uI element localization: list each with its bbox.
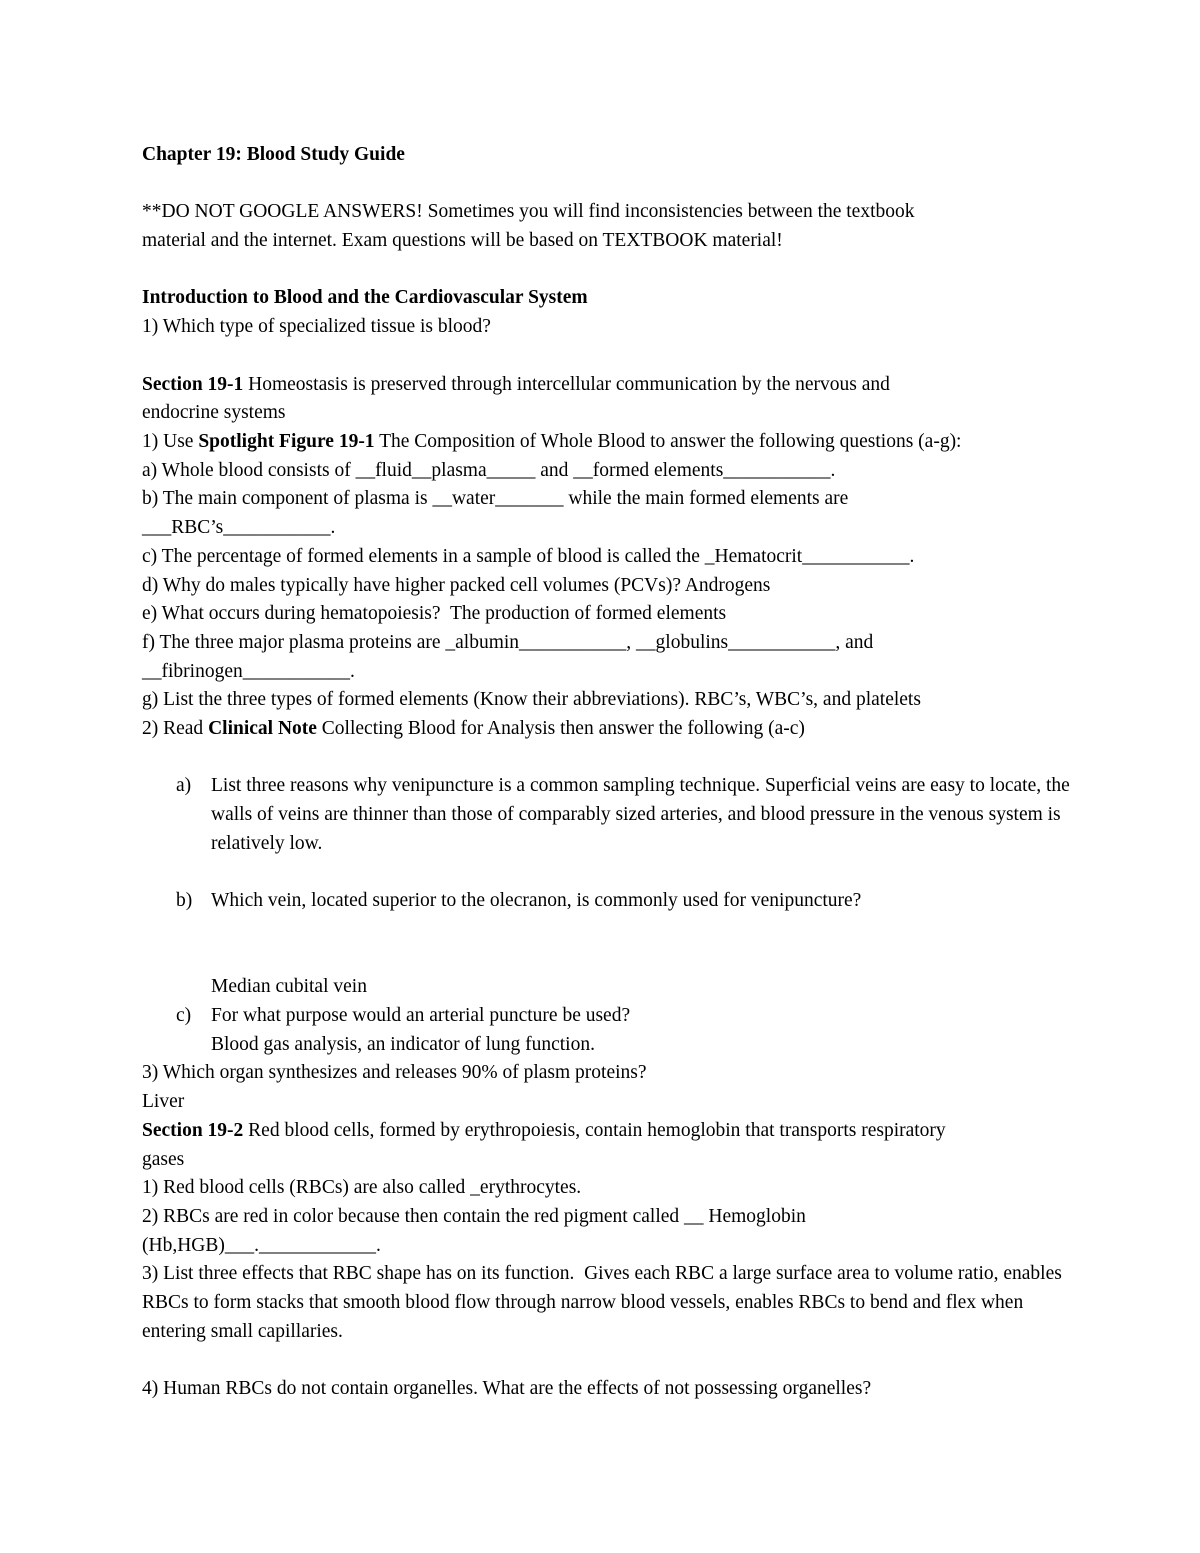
- spacer: [142, 859, 1080, 888]
- section-19-1-heading-cont: endocrine systems: [142, 402, 286, 424]
- s1-question-1f: f) The three major plasma proteins are _albumin___________, __globulins___________, and: [142, 631, 874, 653]
- s1-question-1g: g) List the three types of formed elements (Know their abbreviations). RBC’s, WBC’s, and platelets: [142, 689, 921, 711]
- s1-subquestion-c: [142, 1002, 1080, 1031]
- section-heading-text: Red blood cells, formed by erythropoiesis, contain hemoglobin that transports respiratory: [243, 1119, 946, 1141]
- q-rest: Collecting Blood for Analysis then answer the following (a-c): [316, 718, 805, 740]
- q-prefix: 1) Use: [142, 430, 199, 452]
- q-bold-ref: Clinical Note: [208, 718, 317, 740]
- s1-question-1f-cont: __fibrinogen___________.: [142, 660, 355, 682]
- spacer: [142, 916, 1080, 973]
- spacer: [142, 170, 1080, 199]
- s2-question-2-cont: (Hb,HGB)___.____________.: [142, 1234, 381, 1256]
- s1-question-1b: b) The main component of plasma is __water_______ while the main formed elements are: [142, 488, 849, 510]
- s1-question-2: [142, 715, 1080, 744]
- s1-question-1: [142, 428, 1080, 457]
- list-label: b): [176, 890, 193, 912]
- s1-subquestion-c-answer: Blood gas analysis, an indicator of lung function.: [211, 1033, 595, 1055]
- s2-question-3: 3) List three effects that RBC shape has on its function. Gives each RBC a large surface area to volume ratio, enables RBCs to form stacks that smooth blood flow through narrow blood vessels, enables RBCs to bend and flex when entering small capillaries.: [142, 1263, 1067, 1342]
- s1-subquestion-a: [142, 772, 1080, 858]
- section-label: Section 19-2: [142, 1119, 244, 1141]
- warning-line-1: **DO NOT GOOGLE ANSWERS! Sometimes you will find inconsistencies between the textbook: [142, 201, 915, 223]
- spacer: [142, 1346, 1080, 1375]
- s1-question-3-answer: Liver: [142, 1091, 185, 1113]
- warning-line-2: material and the internet. Exam questions will be based on TEXTBOOK material!: [142, 230, 783, 252]
- s2-question-2: 2) RBCs are red in color because then contain the red pigment called __ Hemoglobin: [142, 1205, 806, 1227]
- s1-question-1c: c) The percentage of formed elements in a sample of blood is called the _Hematocrit___________.: [142, 545, 915, 567]
- spacer: [142, 744, 1080, 773]
- s1-question-1d: d) Why do males typically have higher packed cell volumes (PCVs)? Androgens: [142, 574, 771, 596]
- s1-question-1b-cont: ___RBC’s___________.: [142, 517, 336, 539]
- list-text: Which vein, located superior to the olecranon, is commonly used for venipuncture?: [211, 890, 862, 912]
- s1-question-3: 3) Which organ synthesizes and releases 90% of plasm proteins?: [142, 1062, 647, 1084]
- document-title: Chapter 19: Blood Study Guide: [142, 144, 405, 165]
- list-text: List three reasons why venipuncture is a common sampling technique. Superficial veins are easy to locate, the walls of veins are thinner than those of comparably sized arteries, and blood pressure in the venous system is relatively low.: [211, 775, 1075, 854]
- section-19-2-heading-cont: gases: [142, 1148, 185, 1170]
- q-bold-ref: Spotlight Figure 19-1: [198, 430, 375, 452]
- s1-subquestion-b-answer: Median cubital vein: [211, 976, 367, 998]
- q-prefix: 2) Read: [142, 718, 209, 740]
- list-label: c): [176, 1005, 192, 1026]
- list-label: a): [176, 775, 192, 797]
- s1-subquestion-b: [142, 887, 1080, 916]
- section-19-2-heading: [142, 1117, 1080, 1146]
- s1-question-1e: e) What occurs during hematopoiesis? The production of formed elements: [142, 603, 727, 625]
- intro-heading: Introduction to Blood and the Cardiovascular System: [142, 287, 588, 309]
- section-label: Section 19-1: [142, 373, 244, 395]
- section-19-1-heading: [142, 371, 1080, 400]
- q-rest: The Composition of Whole Blood to answer the following questions (a-g):: [374, 430, 962, 452]
- section-heading-text: Homeostasis is preserved through intercellular communication by the nervous and: [243, 373, 890, 395]
- list-text: For what purpose would an arterial puncture be used?: [211, 1005, 631, 1026]
- s2-question-4: 4) Human RBCs do not contain organelles. What are the effects of not possessing organelles?: [142, 1378, 872, 1400]
- spacer: [142, 256, 1080, 285]
- s2-question-1: 1) Red blood cells (RBCs) are also called _erythrocytes.: [142, 1177, 582, 1199]
- s1-question-1a: a) Whole blood consists of __fluid__plasma_____ and __formed elements___________.: [142, 459, 836, 481]
- spacer: [142, 342, 1080, 371]
- intro-question-1: 1) Which type of specialized tissue is blood?: [142, 316, 491, 338]
